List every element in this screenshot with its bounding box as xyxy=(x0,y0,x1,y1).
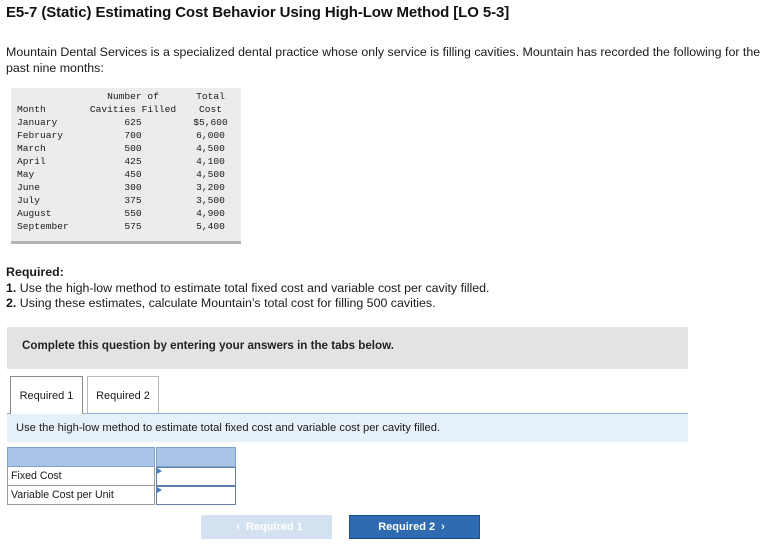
table-row xyxy=(17,155,238,168)
month-cell: January xyxy=(17,117,58,128)
answer-table xyxy=(7,447,237,507)
table-row xyxy=(17,168,238,181)
month-cell: April xyxy=(17,156,46,167)
table-row xyxy=(17,142,238,155)
required-item-1-number: 1. xyxy=(6,280,17,295)
month-cell: July xyxy=(17,195,41,206)
table-row xyxy=(17,207,238,220)
cost-cell: 3,500 xyxy=(196,195,225,206)
table-row xyxy=(17,194,238,207)
table-header-cavities-line1: Number of xyxy=(107,91,159,102)
next-button-label: Required 2 xyxy=(378,521,436,533)
month-cell: February xyxy=(17,130,64,141)
month-cell: March xyxy=(17,143,46,154)
answer-row-variable-cost xyxy=(7,486,236,505)
prev-button-label: Required 1 xyxy=(245,521,303,533)
table-header-cavities-line2: Cavities Filled xyxy=(89,104,177,115)
table-header-cost-line1: Total xyxy=(196,91,225,102)
month-cell: August xyxy=(17,208,52,219)
cost-cell: 4,500 xyxy=(196,143,225,154)
data-table-panel xyxy=(11,88,241,244)
table-bottom-rule xyxy=(11,241,241,244)
cavities-cell: 575 xyxy=(124,221,142,232)
cavities-cell: 500 xyxy=(124,143,142,154)
table-header-cost-line2: Cost xyxy=(198,104,223,115)
cost-cell: 6,000 xyxy=(196,130,225,141)
cost-cell: 4,900 xyxy=(196,208,225,219)
cost-cell: 4,100 xyxy=(196,156,225,167)
required-item-2-text: Using these estimates, calculate Mountain’s total cost for filling 500 cavities. xyxy=(19,296,436,310)
fixed-cost-label: Fixed Cost xyxy=(7,467,155,486)
complete-prompt-text: Complete this question by entering your answers in the tabs below. xyxy=(22,339,394,352)
complete-prompt-banner xyxy=(7,327,688,369)
cavities-cell: 550 xyxy=(124,208,142,219)
page-title: E5-7 (Static) Estimating Cost Behavior Using High-Low Method [LO 5-3] xyxy=(6,4,510,21)
chevron-left-icon: ‹ xyxy=(236,521,240,533)
cost-cell: 4,500 xyxy=(196,169,225,180)
chevron-right-icon: › xyxy=(441,521,445,533)
next-required-2-button[interactable] xyxy=(349,515,480,539)
cavities-cell: 700 xyxy=(124,130,142,141)
answer-table-header-label xyxy=(7,447,155,467)
table-header-month-blank xyxy=(17,90,83,103)
required-section xyxy=(6,265,490,312)
cost-cell: $5,600 xyxy=(193,117,228,128)
tab-required-1[interactable]: Required 1 xyxy=(10,376,83,414)
table-row xyxy=(17,181,238,194)
required-heading: Required: xyxy=(6,265,64,279)
problem-intro: Mountain Dental Services is a specialized dental practice whose only service is filling cavities. Mountain has recorded the following for the past nine months: xyxy=(6,45,761,75)
input-marker-icon xyxy=(157,487,162,493)
cost-cell: 3,200 xyxy=(196,182,225,193)
cost-data-table xyxy=(17,90,238,233)
answer-table-header-value xyxy=(156,447,236,467)
table-row xyxy=(17,116,238,129)
variable-cost-input[interactable] xyxy=(156,486,236,505)
cavities-cell: 450 xyxy=(124,169,142,180)
required-item-2-number: 2. xyxy=(6,296,17,310)
answer-row-fixed-cost xyxy=(7,467,236,486)
cavities-cell: 375 xyxy=(124,195,142,206)
table-row xyxy=(17,129,238,142)
tab-required-2[interactable]: Required 2 xyxy=(87,376,159,414)
cavities-cell: 625 xyxy=(124,117,142,128)
required-item-1 xyxy=(6,281,490,297)
required-item-2 xyxy=(6,296,490,312)
cost-cell: 5,400 xyxy=(196,221,225,232)
prev-required-1-button[interactable] xyxy=(201,515,332,539)
table-row xyxy=(17,220,238,233)
cavities-cell: 300 xyxy=(124,182,142,193)
variable-cost-label: Variable Cost per Unit xyxy=(7,486,155,505)
table-header-month: Month xyxy=(17,104,46,115)
required-item-1-text: Use the high-low method to estimate total fixed cost and variable cost per cavity filled. xyxy=(19,280,490,295)
fixed-cost-input[interactable] xyxy=(156,467,236,486)
cavities-cell: 425 xyxy=(124,156,142,167)
month-cell: September xyxy=(17,221,69,232)
tab-instruction-text: Use the high-low method to estimate total fixed cost and variable cost per cavity filled. xyxy=(16,422,441,434)
input-marker-icon xyxy=(157,468,162,474)
month-cell: May xyxy=(17,169,35,180)
month-cell: June xyxy=(17,182,41,193)
tab-instruction-bar xyxy=(7,413,688,442)
